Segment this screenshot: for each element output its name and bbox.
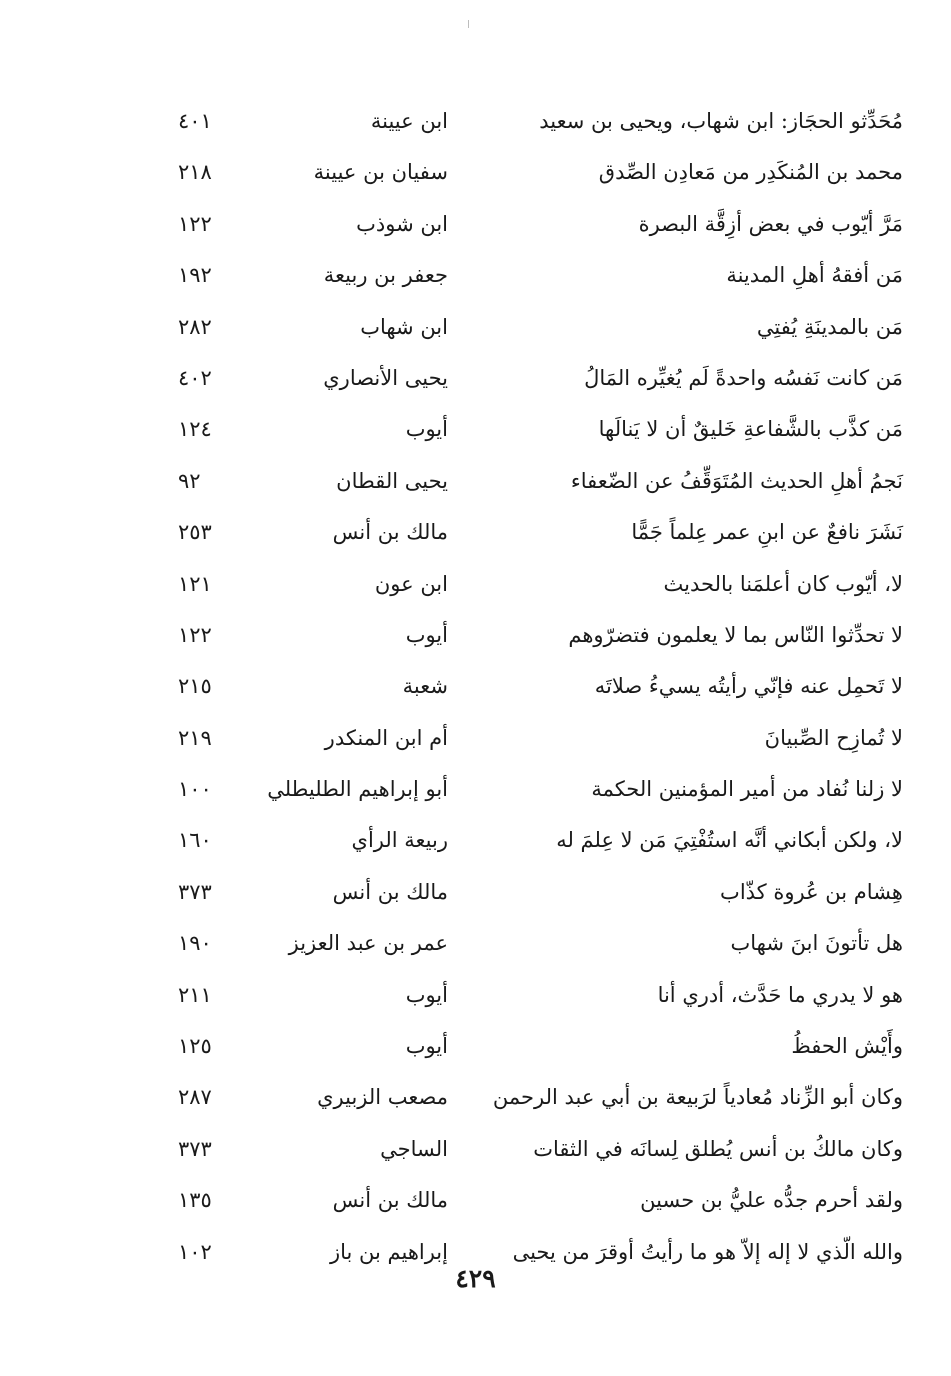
page-reference: ٢١١ xyxy=(178,982,212,1007)
index-row xyxy=(0,202,951,253)
quote-text: نَجمُ أهلِ الحديث المُتَوَقِّفُ عن الضّعفاء xyxy=(570,468,903,493)
narrator-name: ابن شوذب xyxy=(356,211,448,236)
index-row xyxy=(0,716,951,767)
narrator-name: ابن عيينة xyxy=(370,109,448,133)
page-reference: ٢١٥ xyxy=(178,674,212,699)
page-reference: ٩٢ xyxy=(178,468,201,493)
page-reference: ١٣٥ xyxy=(178,1188,212,1213)
quote-text: لا تَحمِل عنه فإنّي رأيتُه يسيءُ صلاتَه xyxy=(594,674,903,699)
quote-text: مُحَدِّثو الحجَاز: ابن شهاب، ويحيى بن سعيد xyxy=(539,109,903,133)
quote-text: هل تأتونَ ابنَ شهاب xyxy=(730,931,903,956)
narrator-name: أبو إبراهيم الطليطلي xyxy=(267,777,448,802)
narrator-name: يحيى الأنصاري xyxy=(323,365,448,390)
index-row xyxy=(0,921,951,972)
page-reference: ١٢٢ xyxy=(178,211,212,236)
narrator-name: أيوب xyxy=(405,417,448,442)
page-number: ٤٢٩ xyxy=(455,1264,496,1293)
quote-index-table xyxy=(0,99,951,1281)
index-row xyxy=(0,613,951,664)
quote-text: محمد بن المُنكَدِر من مَعادِن الصِّدق xyxy=(598,160,903,185)
narrator-name: مالك بن أنس xyxy=(332,1188,448,1213)
top-registration-mark xyxy=(468,20,469,28)
page-reference: ١٢٤ xyxy=(178,417,212,442)
index-row xyxy=(0,562,951,613)
page-reference: ١٠٢ xyxy=(178,1239,212,1264)
page-reference: ١٩٠ xyxy=(178,931,212,956)
narrator-name: الساجي xyxy=(380,1136,448,1161)
index-row xyxy=(0,150,951,201)
page-reference: ١٦٠ xyxy=(178,828,212,853)
quote-text: وأَيْش الحفظُ xyxy=(791,1034,903,1059)
quote-text: وكان أبو الزِّناد مُعادياً لرَبيعة بن أبي عبد الرحمن xyxy=(492,1085,903,1110)
index-row xyxy=(0,818,951,869)
quote-text: مَرَّ أيّوب في بعض أزِقَّة البصرة xyxy=(638,211,903,236)
index-row xyxy=(0,356,951,407)
quote-text: لا زلنا نُفاد من أمير المؤمنين الحكمة xyxy=(591,777,903,802)
narrator-name: أم ابن المنكدر xyxy=(324,725,448,750)
page-reference: ٢١٩ xyxy=(178,725,212,750)
narrator-name: شعبة xyxy=(402,674,448,699)
index-row xyxy=(0,407,951,458)
narrator-name: مالك بن أنس xyxy=(332,520,448,545)
page-reference: ٢٨٢ xyxy=(178,314,212,339)
index-row xyxy=(0,1178,951,1229)
narrator-name: أيوب xyxy=(405,622,448,647)
quote-text: لا، ولكن أبكاني أنَّه استُفْتِيَ مَن لا عِلمَ له xyxy=(556,828,903,853)
index-row xyxy=(0,870,951,921)
quote-text: مَن كذَّب بالشَّفاعةِ خَليقٌ أن لا يَنالَها xyxy=(598,417,903,442)
page-reference: ١٢٥ xyxy=(178,1034,212,1059)
page-reference: ٣٧٣ xyxy=(178,1136,212,1161)
page-reference: ٤٠١ xyxy=(178,109,212,133)
page-reference: ٢٨٧ xyxy=(178,1085,212,1110)
page-reference: ٢١٨ xyxy=(178,160,212,185)
index-row xyxy=(0,510,951,561)
quote-text: نَشَرَ نافعٌ عن ابنِ عمر عِلماً جَمًّا xyxy=(631,520,903,545)
narrator-name: أيوب xyxy=(405,1034,448,1059)
quote-text: هو لا يدري ما حَدَّث، أدري أنا xyxy=(657,982,903,1007)
index-row xyxy=(0,1127,951,1178)
index-row xyxy=(0,664,951,715)
quote-text: مَن بالمدينَةِ يُفتِي xyxy=(756,314,903,339)
quote-text: هِشام بن عُروة كذّاب xyxy=(720,879,903,904)
quote-text: مَن كانت نَفسُه واحدةً لَم يُغيِّره المَالُ xyxy=(584,365,903,390)
index-row xyxy=(0,305,951,356)
index-row xyxy=(0,1024,951,1075)
page-reference: ٢٥٣ xyxy=(178,520,212,545)
quote-text: لا تحدِّثوا النّاس بما لا يعلمون فتضرّوهم xyxy=(568,622,903,647)
quote-text: ولقد أحرم جدُّه عليُّ بن حسين xyxy=(640,1188,903,1213)
index-row xyxy=(0,973,951,1024)
narrator-name: سفيان بن عيينة xyxy=(313,160,448,185)
page-reference: ١٠٠ xyxy=(178,777,212,802)
page-reference: ٤٠٢ xyxy=(178,365,212,390)
page-reference: ١٢٢ xyxy=(178,622,212,647)
narrator-name: ربيعة الرأي xyxy=(351,828,448,853)
page-reference: ١٢١ xyxy=(178,571,212,596)
index-row xyxy=(0,767,951,818)
quote-text: والله الّذي لا إله إلاّ هو ما رأيتُ أوقرَ من يحيى xyxy=(512,1239,903,1264)
narrator-name: مصعب الزبيري xyxy=(317,1085,448,1110)
page-reference: ٣٧٣ xyxy=(178,879,212,904)
index-row xyxy=(0,99,951,150)
quote-text: لا، أيّوب كان أعلمَنا بالحديث xyxy=(663,571,903,596)
narrator-name: عمر بن عبد العزيز xyxy=(288,931,448,956)
narrator-name: يحيى القطان xyxy=(336,468,448,493)
quote-text: لا تُمازِح الصِّبيانَ xyxy=(764,725,903,750)
index-row xyxy=(0,459,951,510)
index-row xyxy=(0,1075,951,1126)
narrator-name: ابن شهاب xyxy=(360,314,448,339)
quote-text: مَن أفقهُ أهلِ المدينة xyxy=(726,263,903,288)
index-row xyxy=(0,253,951,304)
narrator-name: إبراهيم بن باز xyxy=(329,1239,448,1264)
page-reference: ١٩٢ xyxy=(178,263,212,288)
narrator-name: ابن عون xyxy=(374,571,448,596)
quote-text: وكان مالكُ بن أنس يُطلق لِسانَه في الثقات xyxy=(533,1136,903,1161)
narrator-name: مالك بن أنس xyxy=(332,879,448,904)
narrator-name: جعفر بن ربيعة xyxy=(323,263,448,288)
narrator-name: أيوب xyxy=(405,982,448,1007)
